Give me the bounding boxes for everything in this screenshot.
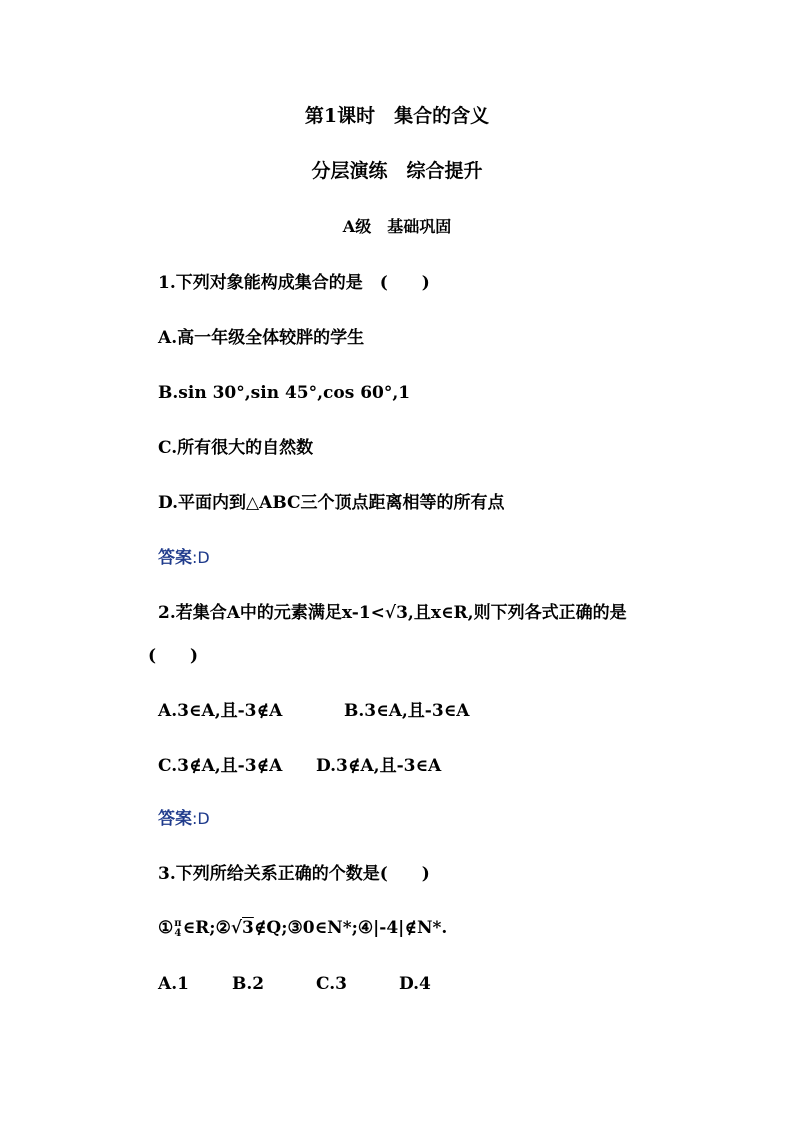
question-2-answer: [158, 807, 210, 831]
answer-value: :D: [192, 548, 210, 567]
fraction-numerator: π: [174, 917, 182, 929]
fraction-denominator: 4: [174, 927, 182, 939]
question-2-stem-line1: 2.若集合A中的元素满足x-1<√3,且x∈R,则下列各式正确的是: [158, 603, 627, 623]
question-1-option-d: D.平面内到△ABC三个顶点距离相等的所有点: [158, 493, 505, 513]
question-2-option-a: A.3∈A,且-3∉A: [158, 701, 283, 721]
sqrt-radicand: 3: [242, 918, 254, 938]
answer-label: 答案: [158, 809, 192, 829]
question-1-option-c: C.所有很大的自然数: [158, 438, 314, 458]
level-title: A级 基础巩固: [342, 217, 452, 236]
question-3-option-a: A.1: [158, 974, 189, 994]
question-2-option-b: B.3∈A,且-3∈A: [344, 701, 470, 721]
question-3-option-b: B.2: [232, 974, 265, 994]
question-1-option-b: B.sin 30°,sin 45°,cos 60°,1: [158, 383, 411, 403]
relation-2-suffix: ∉Q;③0∈N*;④|-4|∉N*.: [253, 918, 448, 938]
pi-over-4-fraction: [174, 919, 181, 939]
question-1-stem: 1.下列对象能构成集合的是 ( ): [158, 273, 430, 293]
question-2-option-c: C.3∉A,且-3∉A: [158, 756, 283, 776]
question-3-option-d: D.4: [399, 974, 431, 994]
section-title: 分层演练 综合提升: [311, 160, 483, 182]
lesson-title: 第1课时 集合的含义: [304, 105, 490, 127]
question-2-stem-line2: ( ): [148, 646, 199, 666]
question-1-option-a: A.高一年级全体较胖的学生: [158, 328, 365, 348]
question-1-answer: [158, 546, 210, 570]
answer-label: 答案: [158, 548, 192, 568]
relation-1-prefix: ①: [158, 918, 174, 938]
question-3-stem: 3.下列所给关系正确的个数是( ): [158, 864, 430, 884]
question-3-option-c: C.3: [316, 974, 347, 994]
sqrt-sign: √: [230, 918, 242, 938]
relation-1-suffix: ∈R;②: [182, 918, 231, 938]
question-2-option-d: D.3∉A,且-3∈A: [316, 756, 442, 776]
question-3-relations: [158, 916, 447, 940]
answer-value: :D: [192, 809, 210, 828]
